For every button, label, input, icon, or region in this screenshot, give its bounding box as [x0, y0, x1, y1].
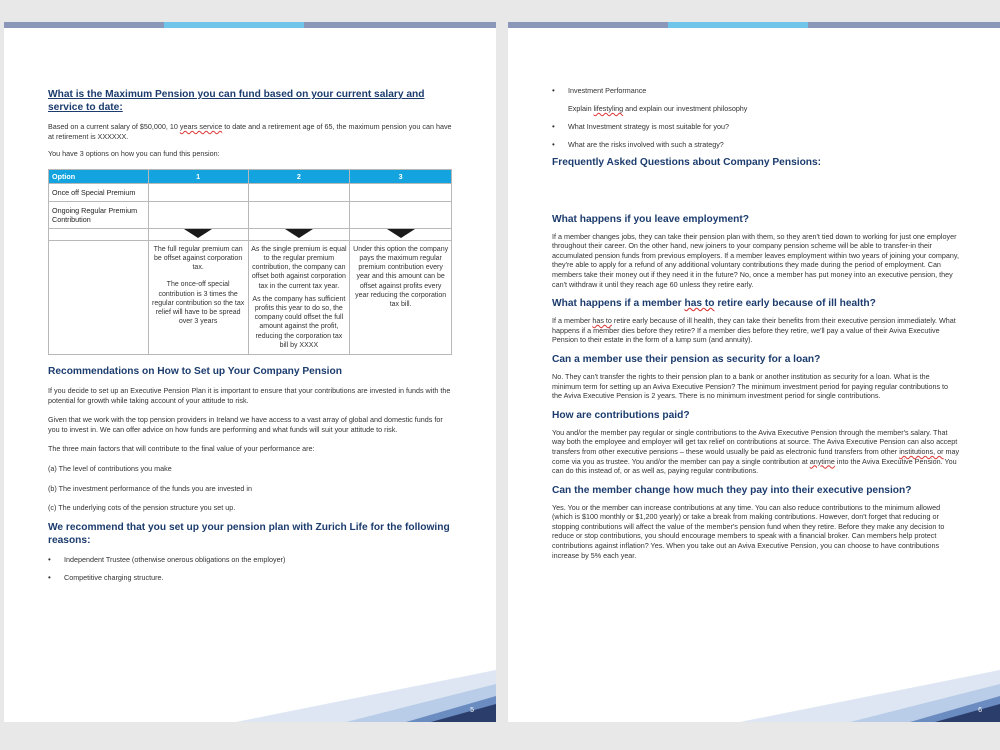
faq-answer: Yes. You or the member can increase contributions at any time. You can also reduce contributions to the minimum allowed (which is $100 monthly or $1,200 yearly) or take a break from making contributions. However, don't forget that reducing or stopping contributions will affect the value of the member's pension fund when they retire. Before they make any decision to reduce or stop contributions, you should encourage members to speak with a financial broker. Can members help protect contributions against inflation? Yes. When you take out an Aviva Executive Pension, you can choose to have contributions increase by 5% each year.: [552, 502, 945, 560]
table-cell: [148, 228, 248, 240]
list-item: • Competitive charging structure.: [48, 572, 164, 582]
faq-answer: You and/or the member pay regular or single contributions to the Aviva Executive Pension through the member's salary. That way both the employee and employer will get tax relief on contributions at source. The Aviva Executive Pension can also accept transfers from other executive pensions – these would usually be paid as electronic fund transfers from other institutions, or may come via you as trustee. You and/or the member can pay a single contribution at anytime into the Aviva Executive Pension. You can do this instead of, or as well as, paying regular contributions.: [552, 427, 960, 476]
list-item: • Investment Performance: [552, 86, 647, 95]
table-header: 1: [148, 169, 248, 183]
faq-question: What happens if you leave employment?: [552, 213, 749, 225]
factor-item: (b) The investment performance of the funds you are invested in: [48, 483, 253, 493]
page-number: 6: [978, 707, 982, 714]
option2-text-b: As the company has sufficient profits this year to do so, the company could offset the full amount against the profit, reducing the corporation tax bill by XXXX: [252, 295, 346, 349]
table-cell: [248, 240, 350, 354]
table-header: 3: [350, 169, 452, 183]
top-color-bar: [508, 22, 1000, 28]
table-cell: [350, 240, 452, 354]
faq-answer: If a member changes jobs, they can take their pension plan with them, so they aren't tied down to working for just one employer throughout their career. On the other hand, new joiners to your company pension scheme will be able to transfer-in their accumulated pension funds from previous employers. If a member leaves employment within two years of joining your company, they're able to apply for a refund of any additional voluntary contributions they made during the period of employment. Can members take their money out if they need it in the future? No, once a member has put money into an executive pension, they can't withdraw it until they reach age 60 unless they retire early.: [552, 231, 959, 289]
table-cell: [248, 183, 350, 201]
table-cell: Ongoing Regular Premium Contribution: [49, 201, 149, 228]
table-cell: [350, 201, 452, 228]
table-cell: Once off Special Premium: [49, 183, 149, 201]
salary-paragraph: Based on a current salary of $50,000, 10 years service to date and a retirement age of 65, the maximum pension you can have at retirement is XXXXXX.: [48, 122, 452, 141]
down-arrow-icon: [387, 229, 415, 238]
table-cell: [248, 228, 350, 240]
option2-text-a: As the single premium is equal to the regular premium contribution, the company can offset both against corporation tax in the current tax year.: [251, 245, 347, 290]
list-item: • Independent Trustee (otherwise onerous obligations on the employer): [48, 554, 286, 564]
factor-item: (a) The level of contributions you make: [48, 463, 172, 473]
bullet-icon: •: [552, 121, 555, 131]
recommendations-heading: Recommendations on How to Set up Your Company Pension: [48, 366, 342, 378]
footer-decoration: [196, 662, 496, 722]
table-header: Option: [49, 169, 149, 183]
option1-text-b: The once-off special contribution is 3 times the regular contribution so the tax relief will have to be spread over 3 years: [152, 281, 245, 326]
table-cell: [350, 183, 452, 201]
bullet-icon: •: [552, 86, 555, 95]
faq-question: Can a member use their pension as security for a loan?: [552, 353, 821, 365]
max-pension-heading: What is the Maximum Pension you can fund based on your current salary and service to date:: [48, 89, 425, 113]
table-cell: [49, 240, 149, 354]
down-arrow-icon: [184, 229, 212, 238]
option3-text: Under this option the company pays the maximum regular premium contribution every year and this amount can be offset against profits every year reducing the corporation tax bill.: [353, 245, 449, 308]
list-item: • What are the risks involved with such a strategy?: [552, 139, 724, 149]
footer-decoration: [700, 662, 1000, 722]
faq-answer: If a member has to retire early because of ill health, they can take their benefits from their executive pension immediately. What happens if a member dies before they retire? If a member dies before they retire, we'll pay a value of their Aviva Executive Pension to their estate in the form of a lump sum (and annuity).: [552, 316, 956, 345]
table-row: [49, 183, 452, 201]
recommendations-p2: Given that we work with the top pension providers in Ireland we have access to a vast array of global and domestic funds for you to invest in. We can offer advice on how funds are performing and what funds will suit your attitude to risk.: [48, 415, 443, 434]
table-cell: [148, 183, 248, 201]
factor-item: (c) The underlying cots of the pension structure you set up.: [48, 503, 236, 513]
table-header-row: [49, 169, 452, 183]
list-item: • What Investment strategy is most suitable for you?: [552, 121, 729, 131]
table-row: [49, 240, 452, 354]
table-cell: [248, 201, 350, 228]
option1-text-a: The full regular premium can be offset against corporation tax.: [153, 245, 243, 272]
faq-question: Can the member change how much they pay into their executive pension?: [552, 484, 912, 496]
page-number: 5: [470, 707, 474, 714]
faq-answer: No. They can't transfer the rights to their pension plan to a bank or another institution as security for a loan. What is the minimum term for setting up an Aviva Executive Pension? The minimum investment period for paying regular contributions to the Aviva Executive Pension is 2 years. There is no minimum investment period for single contributions.: [552, 371, 949, 401]
explain-line: Explain lifestyling and explain our investment philosophy: [568, 104, 748, 113]
table-cell: [49, 228, 149, 240]
options-intro: You have 3 options on how you can fund this pension:: [48, 149, 220, 159]
faq-question: How are contributions paid?: [552, 409, 690, 421]
table-row: [49, 228, 452, 240]
bullet-icon: •: [552, 139, 555, 149]
bullet-icon: •: [48, 554, 51, 564]
table-cell: [350, 228, 452, 240]
table-header: 2: [248, 169, 350, 183]
table-cell: [148, 240, 248, 354]
recommendations-p3: The three main factors that will contribute to the final value of your performance are:: [48, 444, 315, 454]
table-cell: [148, 201, 248, 228]
faq-question: What happens if a member has to retire early because of ill health?: [552, 298, 876, 310]
top-color-bar: [4, 22, 496, 28]
recommendations-p1: If you decide to set up an Executive Pension Plan it is important to ensure that your contributions are invested in funds with the potential for growth while taking account of your attitude to risk.: [48, 386, 451, 405]
bullet-icon: •: [48, 572, 51, 582]
page-6: [508, 22, 1000, 722]
page-5: [4, 22, 496, 722]
table-row: [49, 201, 452, 228]
zurich-heading: We recommend that you set up your pension plan with Zurich Life for the following reasons:: [48, 521, 450, 546]
faq-heading: Frequently Asked Questions about Company Pensions:: [552, 156, 822, 168]
down-arrow-icon: [285, 229, 313, 238]
options-table: [48, 169, 452, 355]
